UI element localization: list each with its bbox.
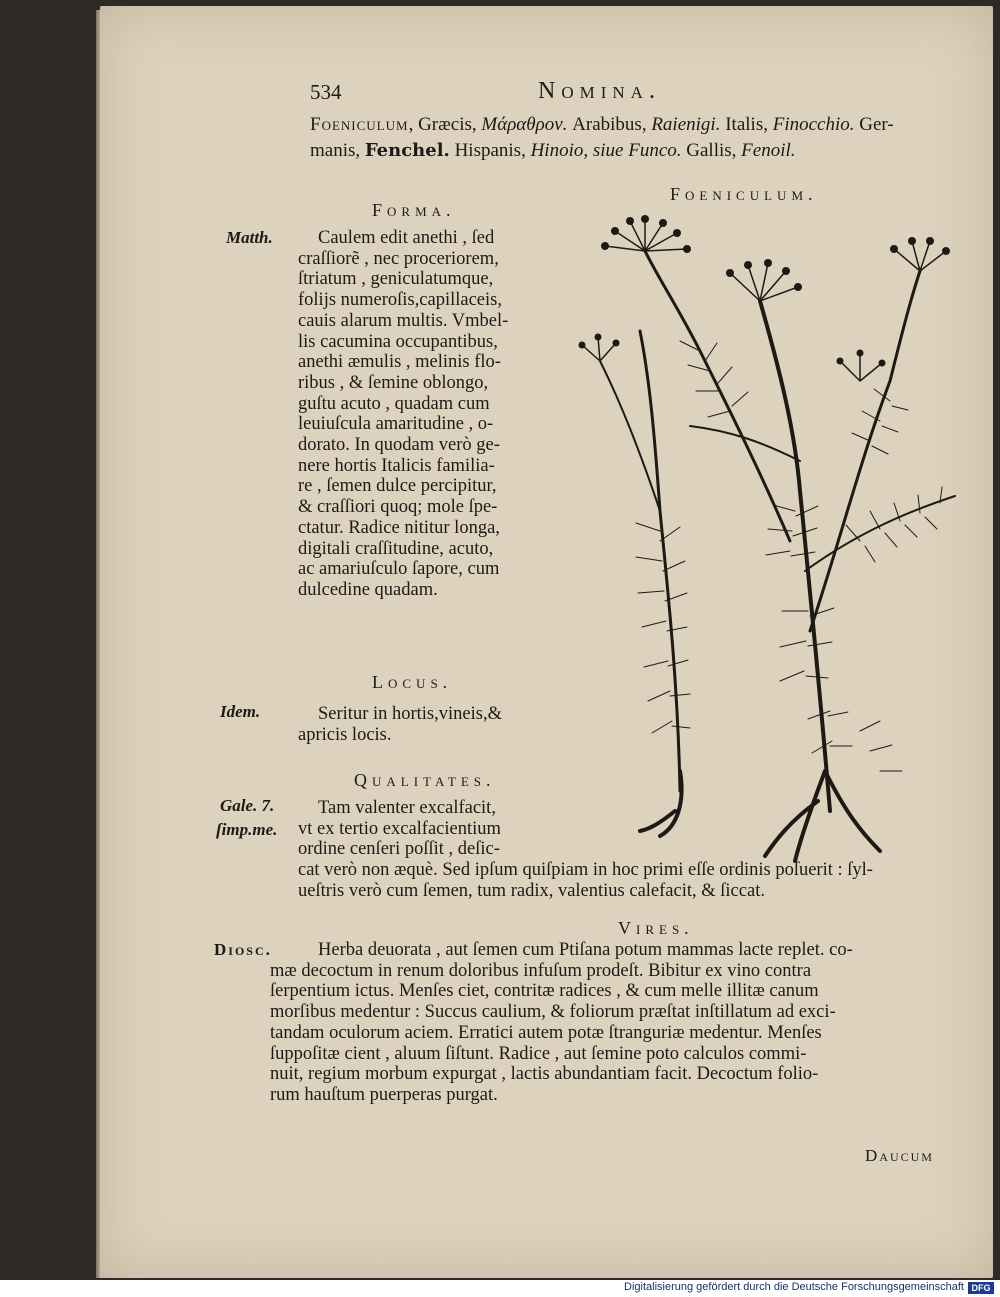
book-page (100, 6, 993, 1278)
vires-line: mæ decoctum in renum doloribus infuſum prodeſt. Bibitur ex vino contra (270, 960, 812, 981)
german-name: Fenchel. (364, 140, 450, 161)
names-line-1: Foeniculum, Græcis, Μάραθρον. Arabibus, Raienigi. Italis, Finocchio. Ger- (310, 114, 894, 135)
greek-name: Μάραθρον. (481, 114, 568, 135)
french-name: Fenoil. (741, 140, 796, 161)
running-title: Nomina. (538, 78, 661, 104)
forma-line: leuiuſcula amaritudine , o- (298, 414, 494, 435)
locus-line: Seritur in hortis,vineis,& (318, 704, 502, 724)
spanish-name: Hinoio, siue Funco. (530, 140, 682, 161)
forma-line: & craſſiori quoq; mole ſpe- (298, 497, 498, 518)
vires-line: Herba deuorata , aut ſemen cum Ptiſana potum mammas lacte replet. co- (318, 940, 853, 960)
side-note-galen: Gale. 7. (220, 796, 275, 815)
fennel-woodcut-illustration (560, 211, 960, 871)
side-note-idem: Idem. (220, 702, 261, 721)
footer-credit: Digitalisierung gefördert durch die Deutsche Forschungsgemeinschaft (624, 1281, 964, 1293)
qualitates-line: Tam valenter excalfacit, (318, 798, 496, 818)
catchword: Daucum (865, 1146, 934, 1165)
forma-line: digitali craſſitudine, acuto, (298, 538, 494, 559)
side-note-matth: Matth. (226, 228, 273, 247)
vires-line: nuit, regium morbum expurgat , lactis abundantiam facit. Decoctum folio- (270, 1064, 819, 1085)
section-heading-locus: Locus. (372, 672, 453, 692)
forma-line: Caulem edit anethi , ſed (318, 228, 495, 248)
section-heading-vires: Vires. (618, 918, 694, 938)
qualitates-line: vt ex tertio excalfacientium (298, 818, 501, 839)
vires-line: ſerpentium ictus. Menſes ciet, contritæ radices , & cum melle illitæ canum (270, 981, 819, 1002)
forma-line: nere hortis Italicis familia- (298, 455, 495, 476)
dfg-logo: DFG (968, 1282, 994, 1294)
forma-line: ſtriatum , geniculatumque, (298, 269, 494, 290)
names-line-2: manis, Fenchel. Hispanis, Hinoio, siue Funco. Gallis, Fenoil. (310, 140, 796, 161)
qualitates-line: cat verò non æquè. Sed ipſum quiſpiam in hoc primi eſſe ordinis poſuerit : ſyl- (298, 860, 873, 881)
forma-line: folijs numeroſis,capillaceis, (298, 290, 502, 311)
forma-line: ac amariuſculo ſapore, cum (298, 559, 500, 580)
vires-line: morſibus medentur : Succus caulium, & foliorum præſtat inſtillatum ad exci- (270, 1002, 836, 1023)
forma-line: guſtu acuto , quadam cum (298, 393, 490, 414)
forma-line: cauis alarum multis. Vmbel- (298, 310, 509, 331)
vires-line: rum hauſtum puerperas purgat. (270, 1084, 498, 1105)
page-number: 534 (310, 80, 342, 104)
forma-line: re , ſemen dulce percipitur, (298, 476, 497, 497)
forma-line: ctatur. Radice nititur longa, (298, 517, 500, 538)
forma-line: lis cacumina occupantibus, (298, 331, 498, 352)
forma-line: dulcedine quadam. (298, 579, 438, 600)
forma-text (298, 228, 508, 601)
forma-line: dorato. In quodam verò ge- (298, 435, 500, 456)
plant-names (310, 112, 894, 164)
forma-line: anethi æmulis , melinis flo- (298, 352, 501, 373)
forma-line: ribus , & ſemine oblongo, (298, 372, 489, 393)
arabic-name: Raienigi. (651, 114, 721, 135)
section-heading-forma: Forma. (372, 200, 456, 220)
qualitates-line: ordine cenſeri poſſit , deſic- (298, 839, 500, 860)
vires-line: tandam oculorum aciem. Erratici autem potæ ſtranguriæ medentur. Menſes (270, 1022, 822, 1043)
latin-name: Foeniculum (310, 114, 409, 135)
locus-text (298, 704, 502, 745)
forma-line: craſſiorẽ , nec proceriorem, (298, 248, 499, 269)
figure-title: Foeniculum. (670, 184, 818, 204)
qualitates-line: ueſtris verò cum ſemen, tum radix, valentius calefacit, & ſiccat. (298, 880, 765, 901)
side-note-diosc: Diosc. (214, 940, 272, 959)
italian-name: Finocchio. (772, 114, 855, 135)
section-heading-qualitates: Qualitates. (354, 770, 496, 790)
side-note-simp: ſimp.me. (216, 820, 278, 839)
vires-text (270, 940, 853, 1106)
vires-line: ſuppoſitæ cient , aluum ſiſtunt. Radice , aut ſemine poto calculos commi- (270, 1043, 807, 1064)
locus-line: apricis locis. (298, 724, 392, 745)
footer-bar (0, 1280, 1000, 1297)
